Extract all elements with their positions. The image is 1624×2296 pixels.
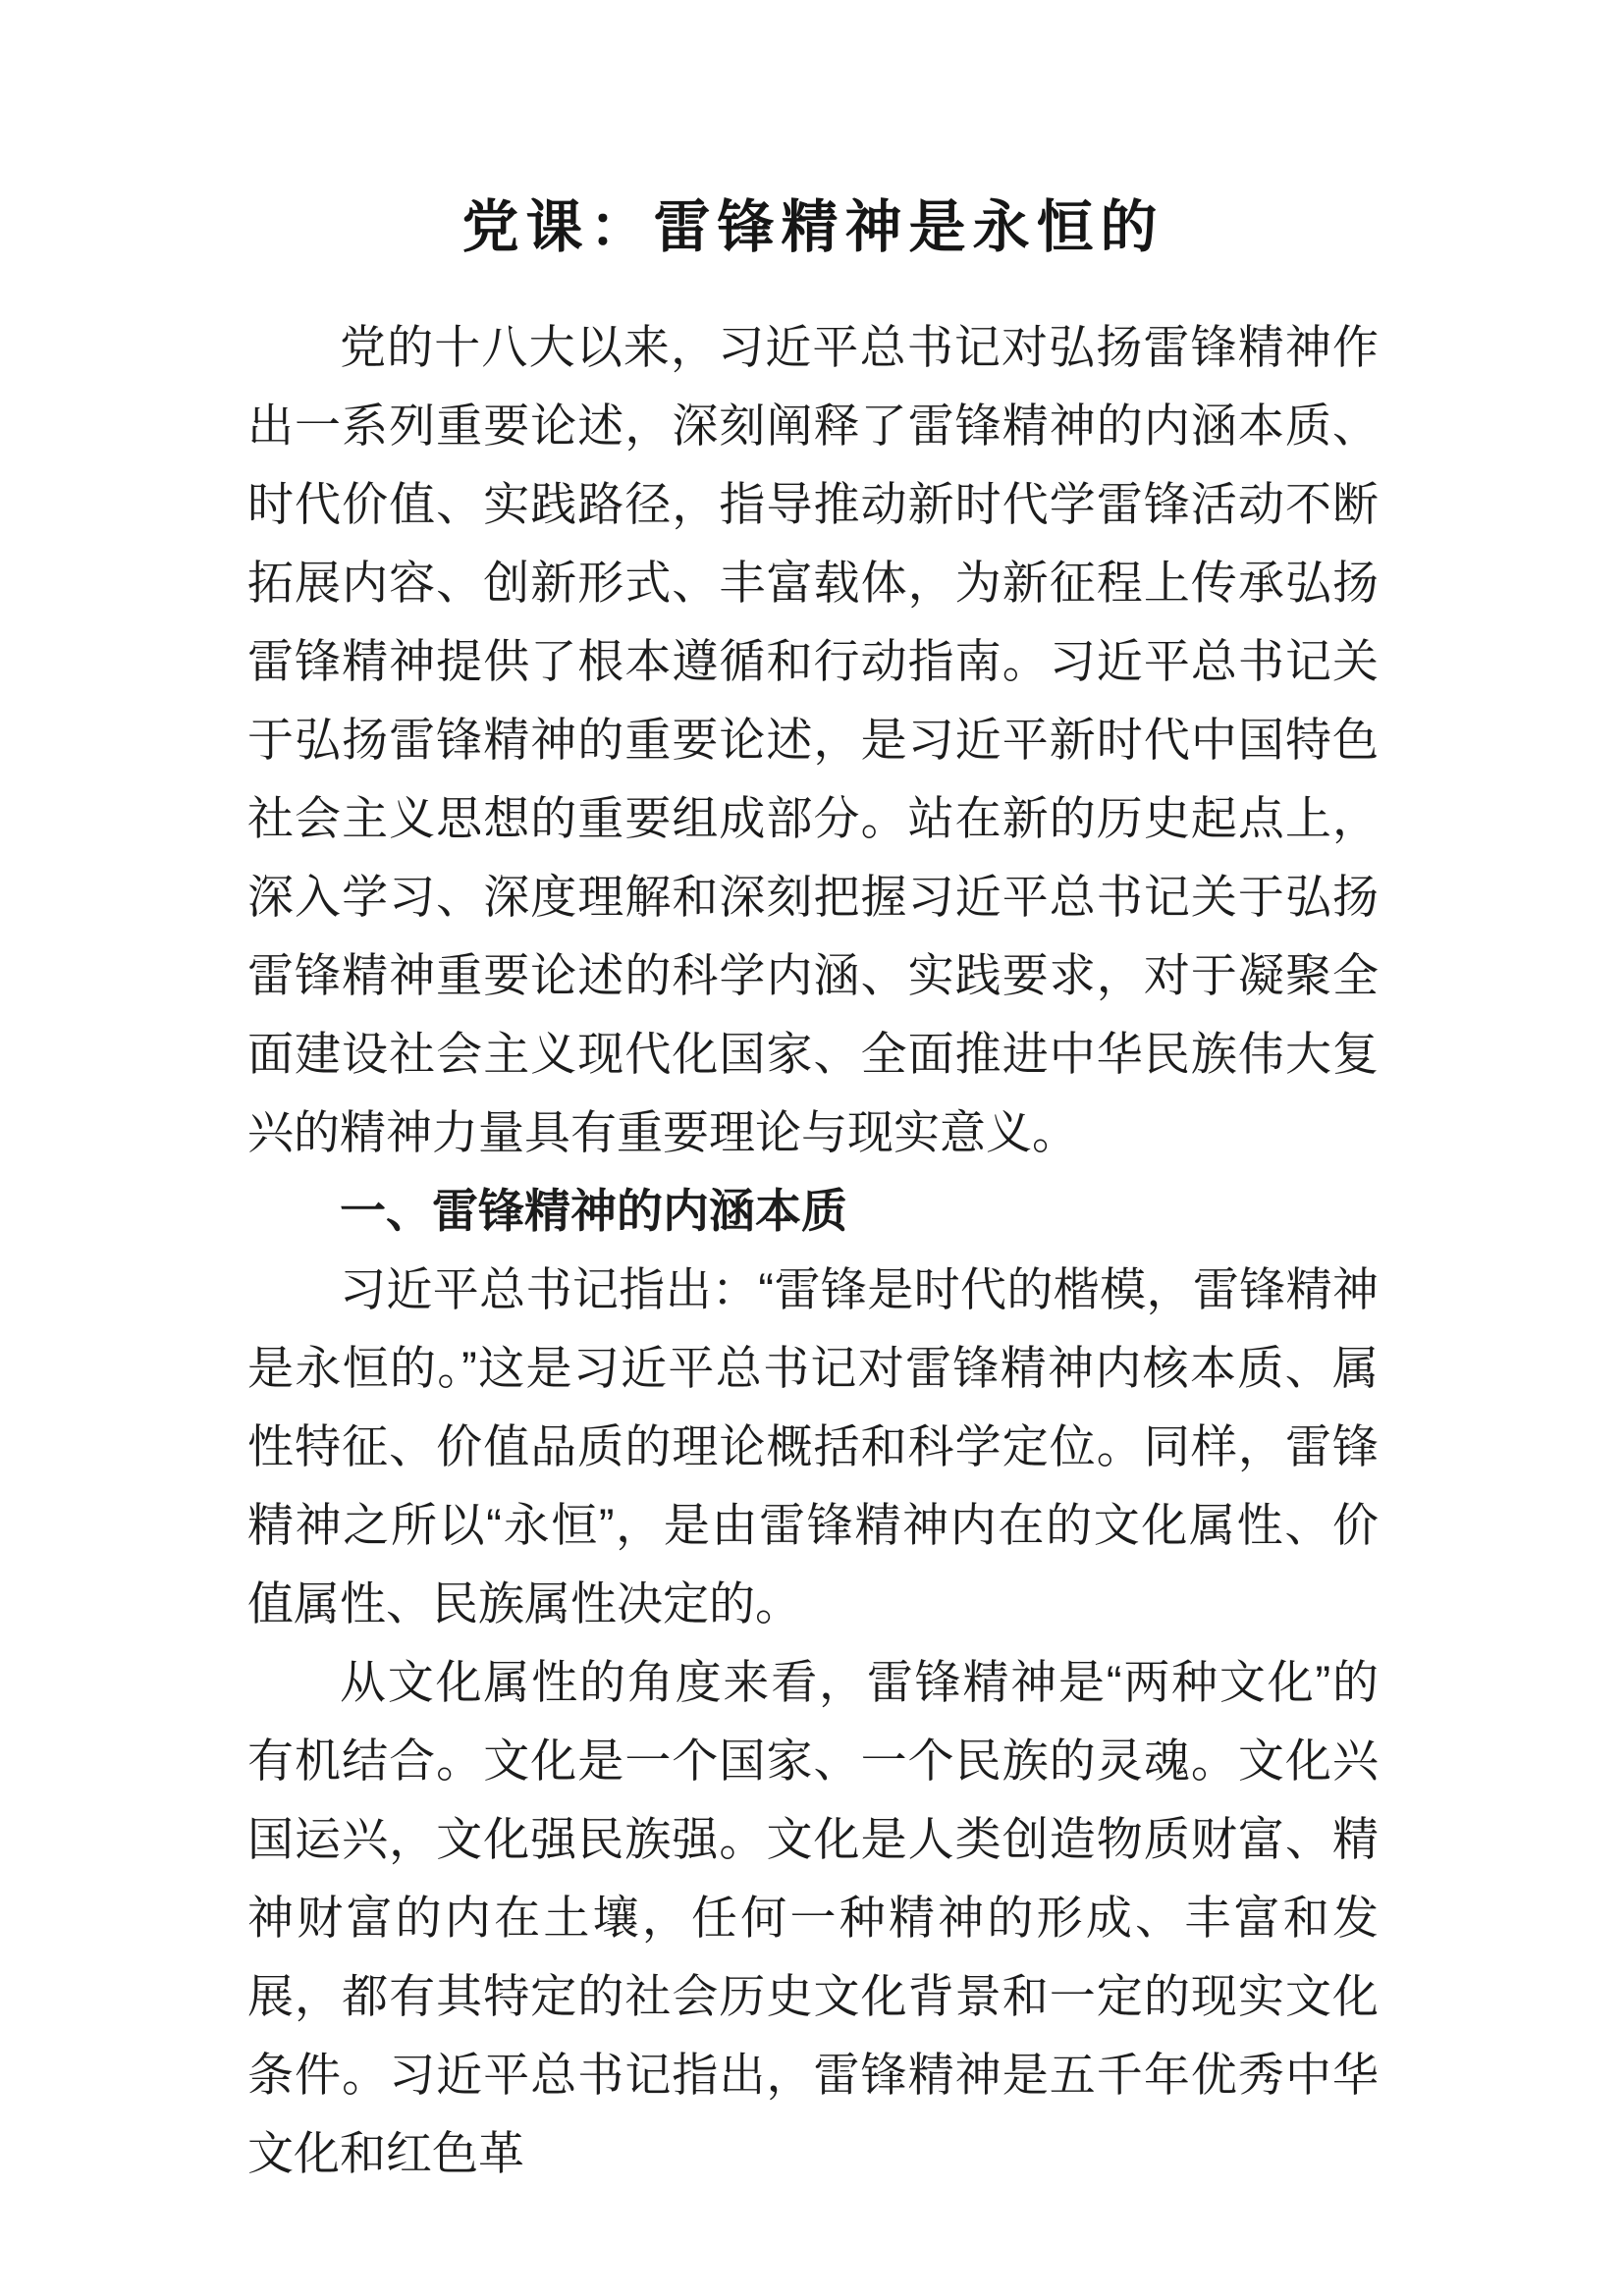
paragraph-quote-essence: 习近平总书记指出：“雷锋是时代的楷模，雷锋精神是永恒的。”这是习近平总书记对雷锋精神内核本质、属性特征、价值品质的理论概括和科学定位。同样，雷锋精神之所以“永恒”，是由雷锋精神内在的文化属性、价值属性、民族属性决定的。 [247,1263,1379,1629]
section-heading-1: 一、雷锋精神的内涵本质 [340,1185,847,1237]
paragraph-cultural-attribute: 从文化属性的角度来看，雷锋精神是“两种文化”的有机结合。文化是一个国家、一个民族的灵魂。文化兴国运兴，文化强民族强。文化是人类创造物质财富、精神财富的内在土壤，任何一种精神的形成、丰富和发展，都有其特定的社会历史文化背景和一定的现实文化条件。习近平总书记指出，雷锋精神是五千年优秀中华文化和红色革 [247,1656,1379,2179]
paragraph-intro: 党的十八大以来，习近平总书记对弘扬雷锋精神作出一系列重要论述，深刻阐释了雷锋精神的内涵本质、时代价值、实践路径，指导推动新时代学雷锋活动不断拓展内容、创新形式、丰富载体，为新征程上传承弘扬雷锋精神提供了根本遵循和行动指南。习近平总书记关于弘扬雷锋精神的重要论述，是习近平新时代中国特色社会主义思想的重要组成部分。站在新的历史起点上，深入学习、深度理解和深刻把握习近平总书记关于弘扬雷锋精神重要论述的科学内涵、实践要求，对于凝聚全面建设社会主义现代化国家、全面推进中华民族伟大复兴的精神力量具有重要理论与现实意义。 [247,321,1379,1158]
document-title: 党课：雷锋精神是永恒的 [461,195,1164,259]
